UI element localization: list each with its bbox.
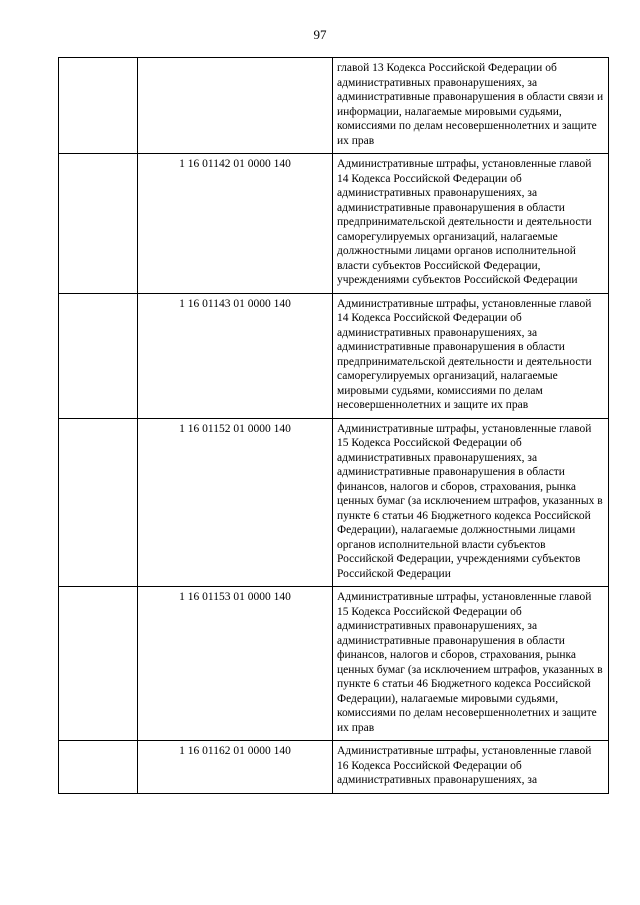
table-row [59,418,609,587]
code-cell: 1 16 01153 01 0000 140 [138,587,333,741]
code-cell: 1 16 01142 01 0000 140 [138,154,333,294]
table-row [59,154,609,294]
description-cell: Административные штрафы, установленные главой 15 Кодекса Российской Федерации об административных правонарушениях, за административные правонарушения в области финансов, налогов и сборов, страхования, рынка ценных бумаг (за исключением штрафов, указанных в пункте 6 статьи 46 Бюджетного кодекса Российской Федерации), налагаемые должностными лицами органов исполнительной власти субъектов Российской Федерации, учреждениями субъектов Российской Федерации [333,418,609,587]
budget-codes-table [58,57,609,794]
table-row [59,293,609,418]
code-cell: 1 16 01143 01 0000 140 [138,293,333,418]
code-cell: 1 16 01162 01 0000 140 [138,741,333,794]
description-cell: главой 13 Кодекса Российской Федерации об административных правонарушениях, за административные правонарушения в области связи и информации, налагаемые мировыми судьями, комиссиями по делам несовершеннолетних и защите их прав [333,58,609,154]
row-index-cell [59,418,138,587]
row-index-cell [59,587,138,741]
description-cell: Административные штрафы, установленные главой 14 Кодекса Российской Федерации об административных правонарушениях, за административные правонарушения в области предпринимательской деятельности и деятельности саморегулируемых организаций, налагаемые должностными лицами органов исполнительной власти субъектов Российской Федерации, учреждениями субъектов Российской Федерации [333,154,609,294]
row-index-cell [59,58,138,154]
code-cell: 1 16 01152 01 0000 140 [138,418,333,587]
row-index-cell [59,293,138,418]
table-row [59,587,609,741]
description-cell: Административные штрафы, установленные главой 14 Кодекса Российской Федерации об административных правонарушениях, за административные правонарушения в области предпринимательской деятельности и деятельности саморегулируемых организаций, налагаемые мировыми судьями, комиссиями по делам несовершеннолетних и защите их прав [333,293,609,418]
row-index-cell [59,741,138,794]
table-row [59,58,609,154]
code-cell [138,58,333,154]
table-row [59,741,609,794]
page-number: 97 [313,27,327,42]
description-cell: Административные штрафы, установленные главой 16 Кодекса Российской Федерации об административных правонарушениях, за [333,741,609,794]
description-cell: Административные штрафы, установленные главой 15 Кодекса Российской Федерации об административных правонарушениях, за административные правонарушения в области финансов, налогов и сборов, страхования, рынка ценных бумаг (за исключением штрафов, указанных в пункте 6 статьи 46 Бюджетного кодекса Российской Федерации), налагаемые мировыми судьями, комиссиями по делам несовершеннолетних и защите их прав [333,587,609,741]
row-index-cell [59,154,138,294]
